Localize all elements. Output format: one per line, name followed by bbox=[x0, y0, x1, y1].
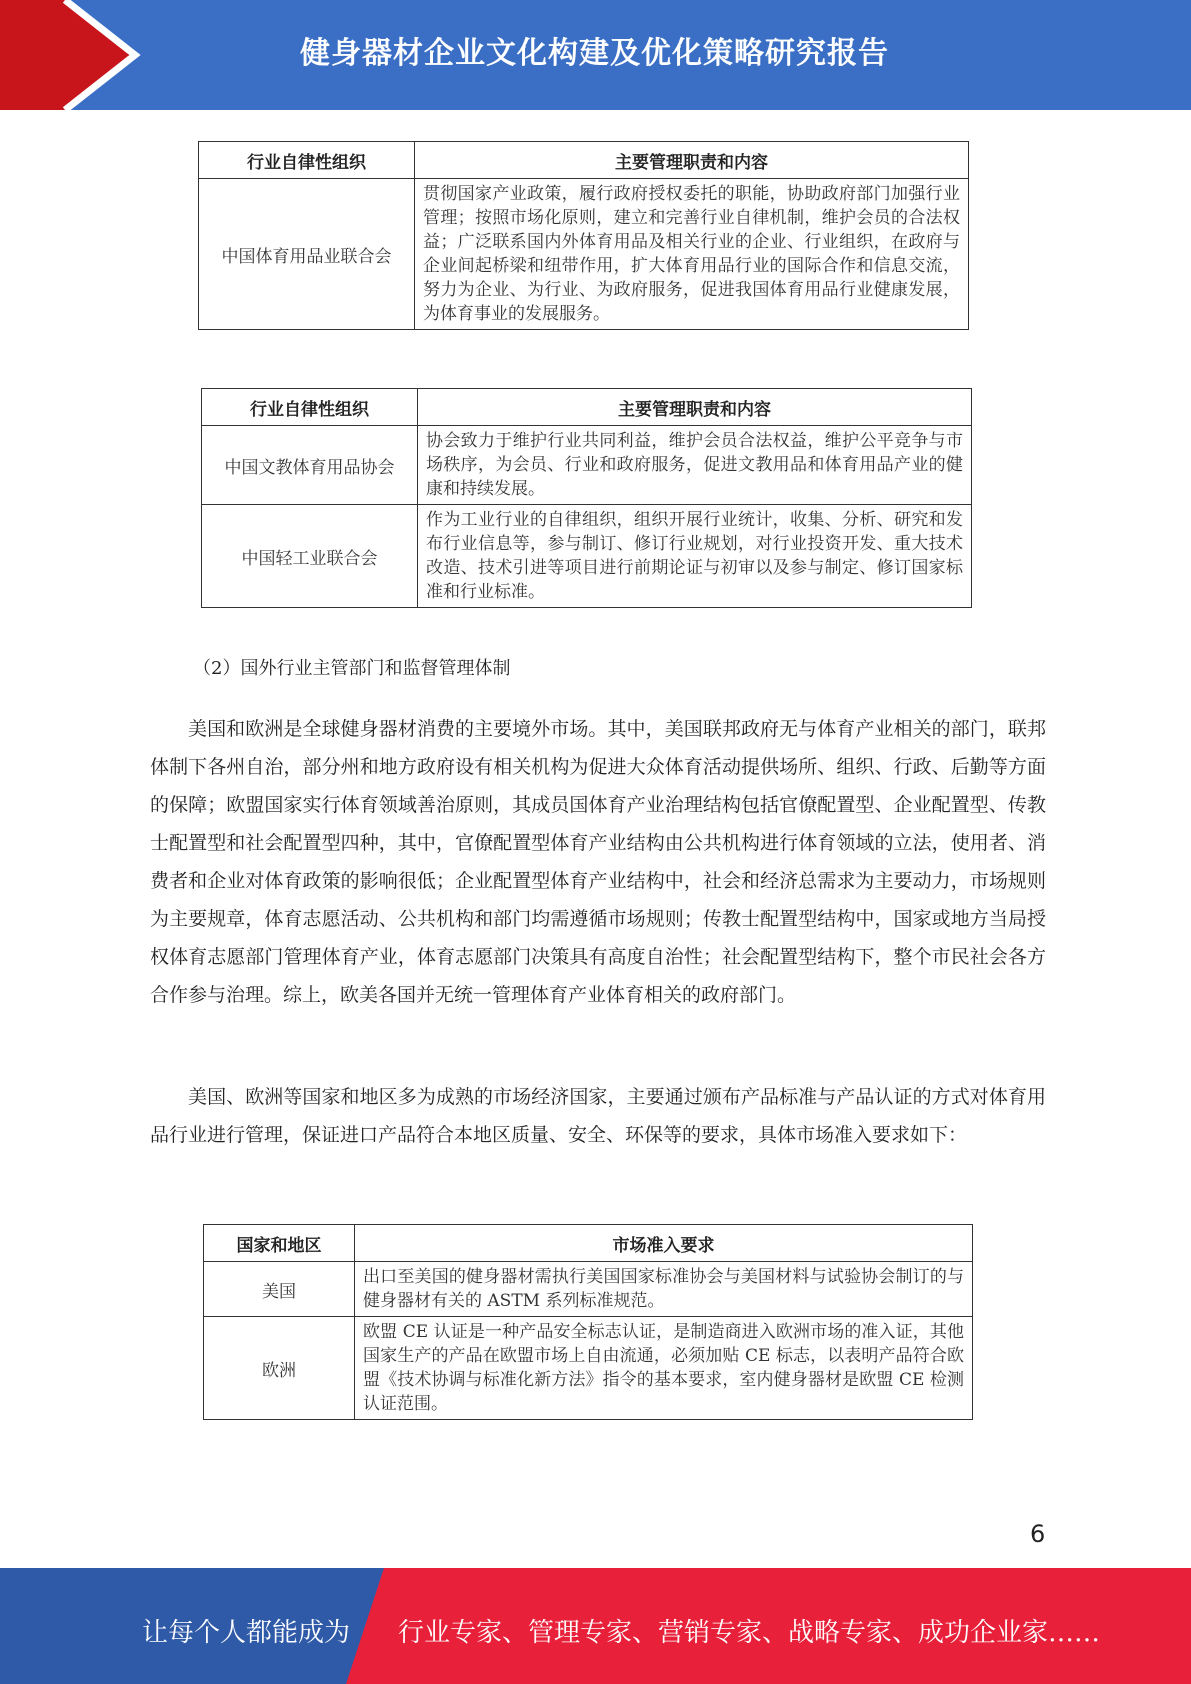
footer-slogan-right: 行业专家、管理专家、营销专家、战略专家、成功企业家…… bbox=[398, 1618, 1101, 1648]
table-row bbox=[204, 1317, 973, 1420]
page-number: 6 bbox=[1030, 1520, 1046, 1548]
table-header-row bbox=[202, 389, 972, 426]
table-header-row bbox=[199, 142, 969, 179]
footer-slogan-left: 让每个人都能成为 bbox=[142, 1618, 351, 1648]
table-domestic-org-1 bbox=[198, 141, 969, 330]
table-row bbox=[199, 179, 969, 330]
header-arrow-icon bbox=[0, 0, 160, 110]
region-requirement: 欧盟 CE 认证是一种产品安全标志认证，是制造商进入欧洲市场的准入证，其他国家生产的产品在欧盟市场上自由流通，必须加贴 CE 标志，以表明产品符合欧盟《技术协调与标准化新方法》指令的基本要求，室内健身器材是欧盟 CE 检测认证范围。 bbox=[355, 1317, 973, 1420]
table-header-row bbox=[204, 1225, 973, 1262]
paragraph-2: 美国、欧洲等国家和地区多为成熟的市场经济国家，主要通过颁布产品标准与产品认证的方式对体育用品行业进行管理，保证进口产品符合本地区质量、安全、环保等的要求，具体市场准入要求如下： bbox=[150, 1086, 1046, 1146]
org-name: 中国体育用品业联合会 bbox=[199, 179, 415, 330]
region-requirement: 出口至美国的健身器材需执行美国国家标准协会与美国材料与试验协会制订的与健身器材有关的 ASTM 系列标准规范。 bbox=[355, 1262, 973, 1317]
org-name: 中国轻工业联合会 bbox=[202, 505, 418, 608]
col-header-org: 行业自律性组织 bbox=[199, 142, 415, 179]
table-row bbox=[202, 426, 972, 505]
table-domestic-org-2 bbox=[201, 388, 972, 608]
paragraph-1: 美国和欧洲是全球健身器材消费的主要境外市场。其中，美国联邦政府无与体育产业相关的部门，联邦体制下各州自治，部分州和地方政府设有相关机构为促进大众体育活动提供场所、组织、行政、后勤等方面的保障；欧盟国家实行体育领域善治原则，其成员国体育产业治理结构包括官僚配置型、企业配置型、传教士配置型和社会配置型四种，其中，官僚配置型体育产业结构由公共机构进行体育领域的立法，使用者、消费者和企业对体育政策的影响很低；企业配置型体育产业结构中，社会和经济总需求为主要动力，市场规则为主要规章，体育志愿活动、公共机构和部门均需遵循市场规则；传教士配置型结构中，国家或地方当局授权体育志愿部门管理体育产业，体育志愿部门决策具有高度自治性；社会配置型结构下，整个市民社会各方合作参与治理。综上，欧美各国并无统一管理体育产业体育相关的政府部门。 bbox=[150, 718, 1046, 1006]
org-duty: 协会致力于维护行业共同利益，维护会员合法权益，维护公平竞争与市场秩序，为会员、行业和政府服务，促进文教用品和体育用品产业的健康和持续发展。 bbox=[418, 426, 972, 505]
page-footer bbox=[0, 1568, 1191, 1684]
col-header-region: 国家和地区 bbox=[204, 1225, 355, 1262]
region-name: 美国 bbox=[204, 1262, 355, 1317]
report-title: 健身器材企业文化构建及优化策略研究报告 bbox=[300, 36, 889, 71]
table-market-access bbox=[203, 1224, 973, 1420]
section-subtitle: （2）国外行业主管部门和监督管理体制 bbox=[193, 658, 511, 679]
page-header bbox=[0, 0, 1191, 110]
col-header-requirement: 市场准入要求 bbox=[355, 1225, 973, 1262]
col-header-duty: 主要管理职责和内容 bbox=[418, 389, 972, 426]
col-header-duty: 主要管理职责和内容 bbox=[415, 142, 969, 179]
region-name: 欧洲 bbox=[204, 1317, 355, 1420]
org-duty: 作为工业行业的自律组织，组织开展行业统计，收集、分析、研究和发布行业信息等，参与制订、修订行业规划，对行业投资开发、重大技术改造、技术引进等项目进行前期论证与初审以及参与制定、修订国家标准和行业标准。 bbox=[418, 505, 972, 608]
org-duty: 贯彻国家产业政策，履行政府授权委托的职能，协助政府部门加强行业管理；按照市场化原则，建立和完善行业自律机制，维护会员的合法权益；广泛联系国内外体育用品及相关行业的企业、行业组织，在政府与企业间起桥梁和纽带作用，扩大体育用品行业的国际合作和信息交流，努力为企业、为行业、为政府服务，促进我国体育用品行业健康发展，为体育事业的发展服务。 bbox=[415, 179, 969, 330]
table-row bbox=[204, 1262, 973, 1317]
table-row bbox=[202, 505, 972, 608]
org-name: 中国文教体育用品协会 bbox=[202, 426, 418, 505]
col-header-org: 行业自律性组织 bbox=[202, 389, 418, 426]
